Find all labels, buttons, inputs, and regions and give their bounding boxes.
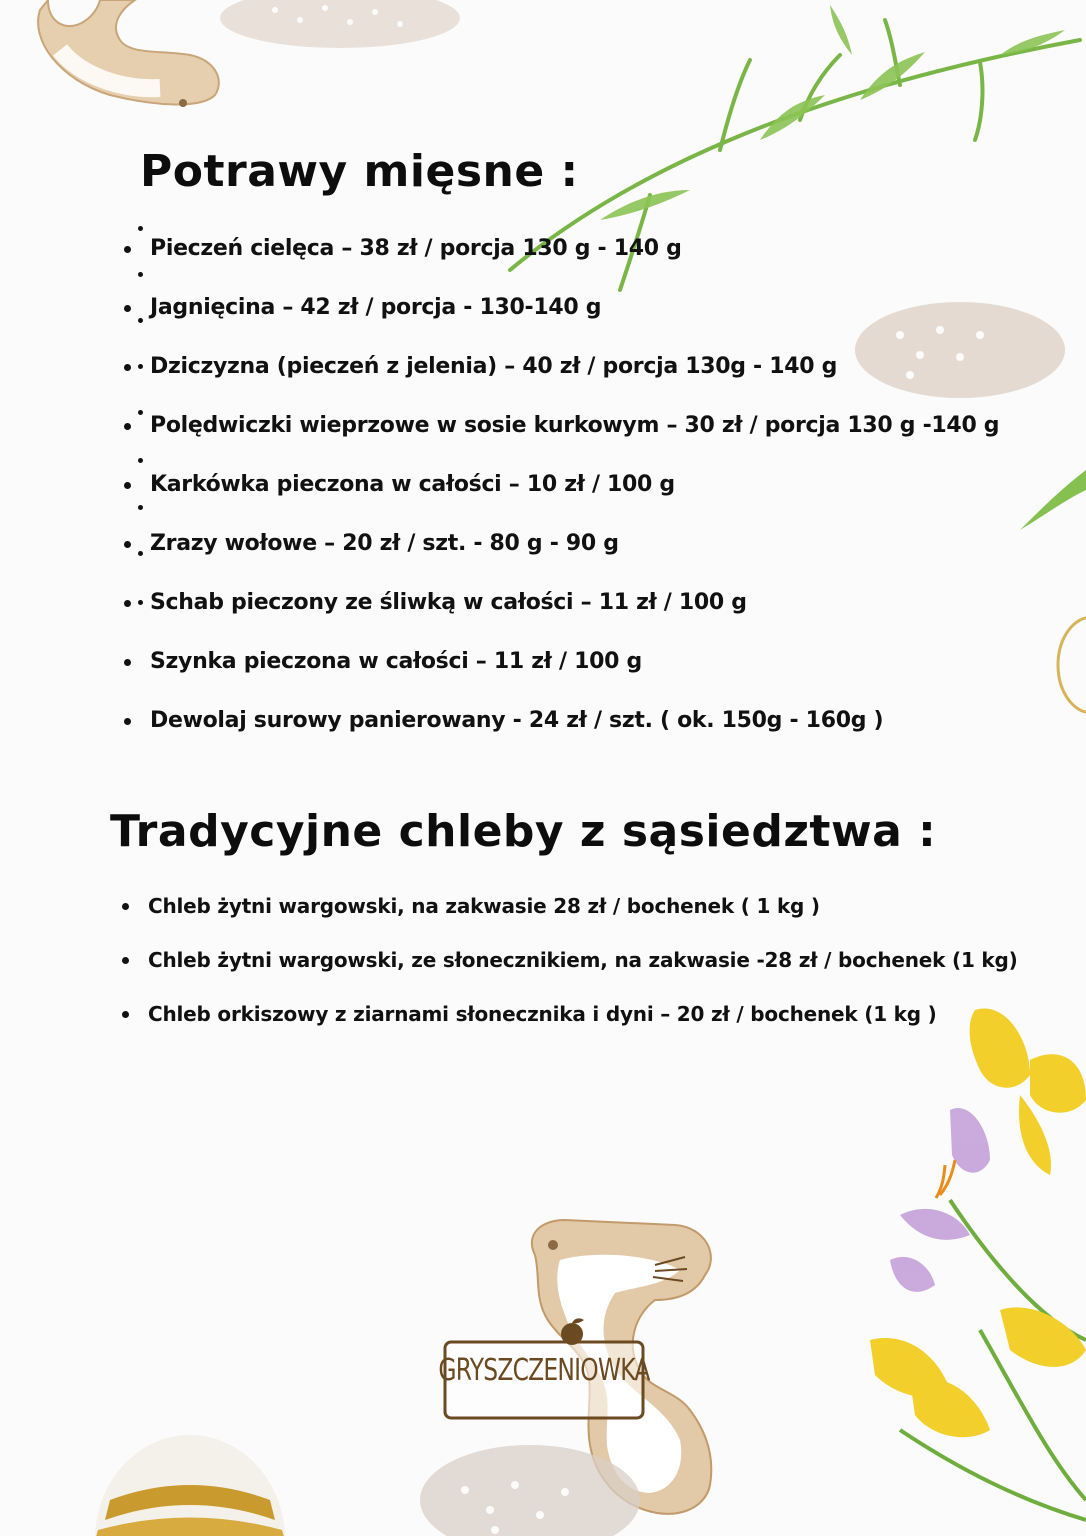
bread-items-list xyxy=(148,892,1018,1054)
list-item: Chleb żytni wargowski, ze słonecznikiem, na zakwasie -28 zł / bochenek (1 kg) xyxy=(148,946,1018,1000)
logo-text: GRYSZCZENIOWKA xyxy=(438,1352,650,1388)
stray-bullet xyxy=(138,364,143,369)
list-item: Dziczyzna (pieczeń z jelenia) – 40 zł / porcja 130g - 140 g xyxy=(150,350,999,409)
list-item: Zrazy wołowe – 20 zł / szt. - 80 g - 90 g xyxy=(150,527,999,586)
stray-bullet xyxy=(138,600,143,605)
stray-bullet xyxy=(138,505,143,510)
crocus-flowers-decoration xyxy=(840,1000,1086,1536)
easter-egg-right-decoration xyxy=(1052,615,1086,715)
list-item: Dewolaj surowy panierowany - 24 zł / szt. ( ok. 150g - 160g ) xyxy=(150,704,999,763)
stray-bullet xyxy=(138,410,143,415)
logo-frame xyxy=(438,1318,650,1422)
feather-bottom-decoration xyxy=(415,1420,645,1536)
gryszczeniowka-logo xyxy=(438,1318,650,1422)
meat-items-list xyxy=(150,232,999,763)
stray-bullet xyxy=(138,226,143,231)
list-item: Jagnięcina – 42 zł / porcja - 130-140 g xyxy=(150,291,999,350)
stray-bullet xyxy=(138,272,143,277)
wooden-bunny-top-decoration xyxy=(0,0,230,130)
green-leaf-right-decoration xyxy=(1010,460,1086,540)
list-item: Chleb żytni wargowski, na zakwasie 28 zł / bochenek ( 1 kg ) xyxy=(148,892,1018,946)
stray-bullet xyxy=(138,458,143,463)
list-item: Szynka pieczona w całości – 11 zł / 100 g xyxy=(150,645,999,704)
easter-egg-decoration xyxy=(90,1430,290,1536)
stray-bullet xyxy=(138,318,143,323)
bread-section-title: Tradycyjne chleby z sąsiedztwa : xyxy=(110,806,937,857)
list-item: Chleb orkiszowy z ziarnami słonecznika i dyni – 20 zł / bochenek (1 kg ) xyxy=(148,1000,1018,1054)
list-item: Polędwiczki wieprzowe w sosie kurkowym – 30 zł / porcja 130 g -140 g xyxy=(150,409,999,468)
stray-bullet xyxy=(138,551,143,556)
list-item: Pieczeń cielęca – 38 zł / porcja 130 g - 140 g xyxy=(150,232,999,291)
list-item: Karkówka pieczona w całości – 10 zł / 100 g xyxy=(150,468,999,527)
meat-section-title: Potrawy mięsne : xyxy=(140,146,579,197)
feather-top-decoration xyxy=(215,0,465,60)
list-item: Schab pieczony ze śliwką w całości – 11 zł / 100 g xyxy=(150,586,999,645)
